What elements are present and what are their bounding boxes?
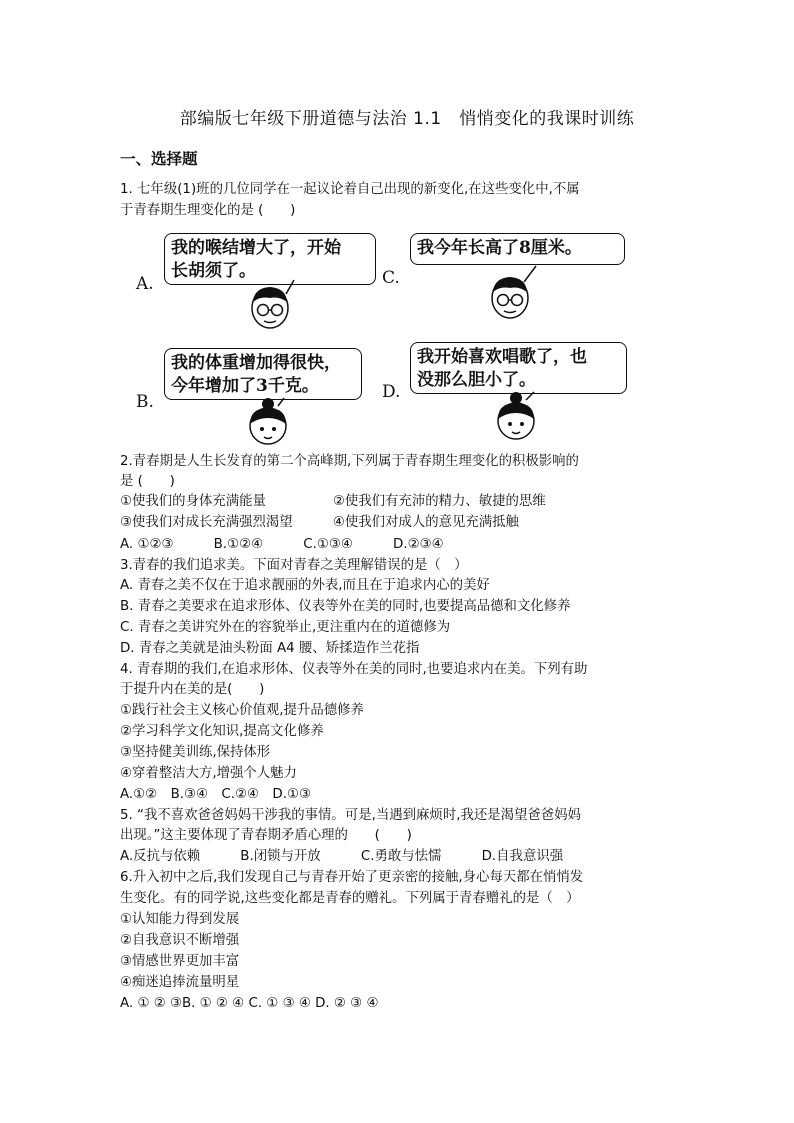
- q4-statement-2: ②学习科学文化知识,提高文化修养: [120, 724, 324, 739]
- q5-line-2: 出现。”这主要体现了青春期矛盾心理的 ( ): [120, 828, 412, 843]
- q2-options: A. ①②③ B.①②④ C.①③④ D.②③④: [120, 537, 444, 552]
- boy-glasses-icon: [246, 278, 306, 334]
- q4-statement-3: ③坚持健美训练,保持体形: [120, 745, 271, 760]
- q2-line-2: 是 ( ): [120, 474, 175, 489]
- q4-statement-4: ④穿着整洁大方,增强个人魅力: [120, 766, 297, 781]
- option-letter-b: B.: [136, 392, 154, 412]
- q6-line-1: 6.升入初中之后,我们发现自己与青春开始了更亲密的接触,身心每天都在悄悄发: [120, 870, 584, 885]
- q4-line-1: 4. 青春期的我们,在追求形体、仪表等外在美的同时,也要追求内在美。下列有助: [120, 662, 588, 677]
- boy-glasses-icon: [486, 264, 546, 324]
- q5-options: A.反抗与依赖 B.闭锁与开放 C.勇敢与怯懦 D.自我意识强: [120, 849, 564, 864]
- q6-options: A. ① ② ③B. ① ② ④ C. ① ③ ④ D. ② ③ ④: [120, 996, 379, 1011]
- section-heading: 一、选择题: [120, 150, 198, 168]
- option-letter-d: D.: [382, 382, 401, 402]
- q4-statement-1: ①践行社会主义核心价值观,提升品德修养: [120, 703, 364, 718]
- q3-option-d: D. 青春之美就是油头粉面 A4 腰、矫揉造作兰花指: [120, 641, 420, 656]
- q2-statement-3-4: ③使我们对成长充满强烈渴望 ④使我们对成人的意见充满抵触: [120, 515, 519, 530]
- girl-bun-icon: [492, 390, 548, 444]
- bubble-d-line-2: 没那么胆小了。: [417, 370, 536, 390]
- q4-line-2: 于提升内在美的是( ): [120, 682, 265, 697]
- bubble-d-line-1: 我开始喜欢唱歌了，也: [417, 347, 587, 367]
- option-letter-c: C.: [382, 268, 400, 288]
- q6-statement-4: ④痴迷追捧流量明星: [120, 975, 240, 990]
- q6-statement-1: ①认知能力得到发展: [120, 912, 240, 927]
- q4-options: A.①② B.③④ C.②④ D.①③: [120, 787, 312, 802]
- q6-statement-3: ③情感世界更加丰富: [120, 954, 240, 969]
- bubble-b-line-1: 我的体重增加得很快，: [171, 353, 341, 373]
- q1-figure: [120, 226, 640, 448]
- q6-statement-2: ②自我意识不断增强: [120, 933, 240, 948]
- bubble-a-line-1: 我的喉结增大了，开始: [171, 238, 341, 258]
- bubble-c-line-1: 我今年长高了8厘米。: [417, 238, 582, 258]
- page-title: 部编版七年级下册道德与法治 1.1 悄悄变化的我课时训练: [179, 109, 635, 129]
- q6-line-2: 生变化。有的同学说,这些变化都是青春的赠礼。下列属于青春赠礼的是（ ）: [120, 891, 580, 906]
- q3-option-c: C. 青春之美讲究外在的容貌举止,更注重内在的道德修为: [120, 620, 451, 635]
- bubble-b-line-2: 今年增加了3千克。: [171, 376, 319, 396]
- q3-option-b: B. 青春之美要求在追求形体、仪表等外在美的同时,也要提高品德和文化修养: [120, 599, 571, 614]
- bubble-a-line-2: 长胡须了。: [171, 261, 256, 281]
- speech-bubble-d: [410, 342, 627, 394]
- q2-statement-1-2: ①使我们的身体充满能量 ②使我们有充沛的精力、敏捷的思维: [120, 494, 546, 509]
- q2-line-1: 2.青春期是人生长发育的第二个高峰期,下列属于青春期生理变化的积极影响的: [120, 454, 579, 469]
- girl-bun-icon: [244, 396, 300, 448]
- q5-line-1: 5. “我不喜欢爸爸妈妈干涉我的事情。可是,当遇到麻烦时,我还是渴望爸爸妈妈: [120, 808, 581, 823]
- q1-line-1: 1. 七年级(1)班的几位同学在一起议论着自己出现的新变化,在这些变化中,不属: [120, 182, 580, 197]
- q3-option-a: A. 青春之美不仅在于追求靓丽的外表,而且在于追求内心的美好: [120, 578, 490, 593]
- q1-line-2: 于青春期生理变化的是 ( ): [120, 203, 296, 218]
- q3-stem: 3.青春的我们追求美。下面对青春之美理解错误的是（ ）: [120, 558, 468, 573]
- speech-bubble-c: [410, 233, 625, 265]
- speech-bubble-b: [164, 348, 362, 400]
- option-letter-a: A.: [136, 274, 154, 294]
